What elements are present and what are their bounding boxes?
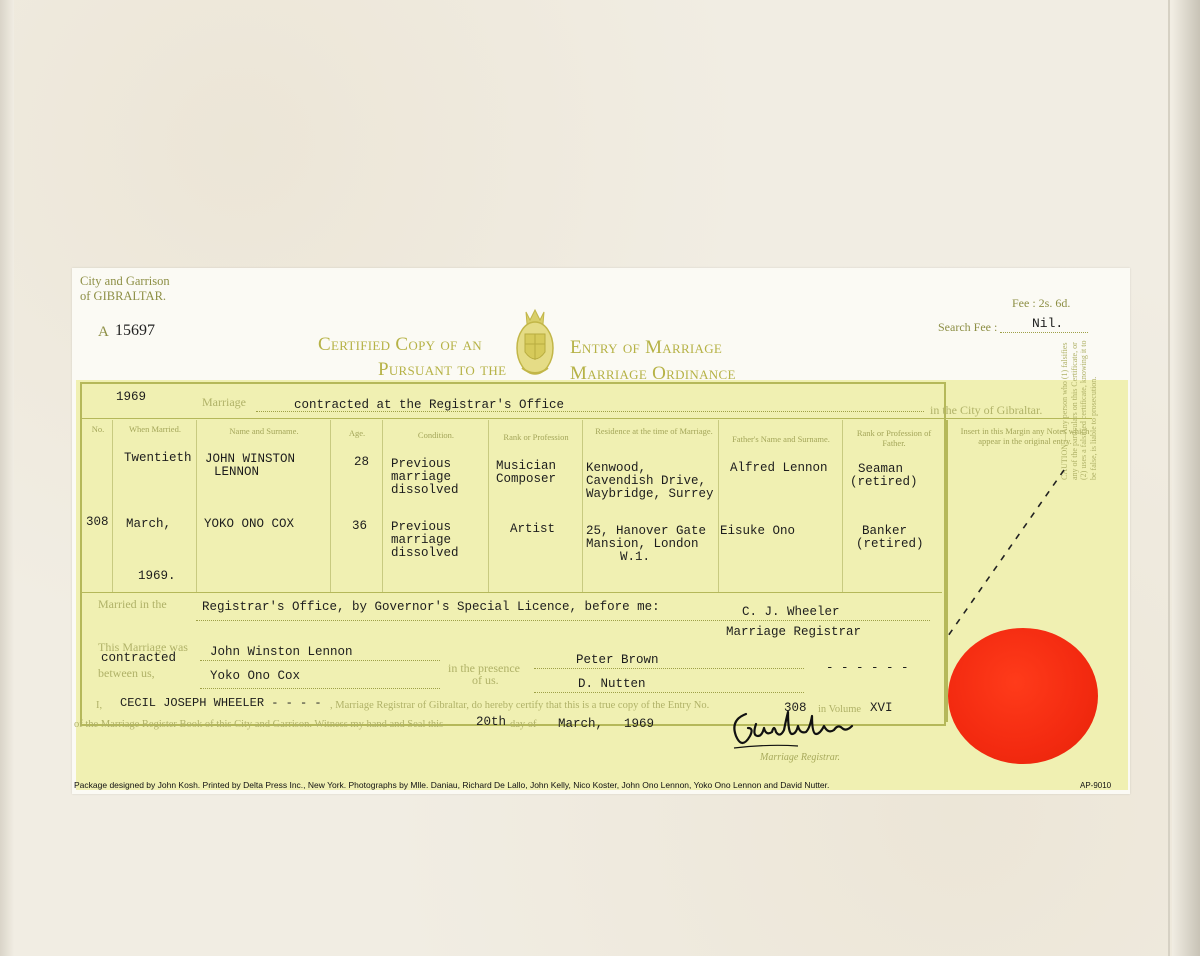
party-1-name: John Winston Lennon bbox=[210, 645, 353, 659]
groom-rank-1: Musician bbox=[496, 459, 557, 473]
bride-father-rank-1: Banker bbox=[862, 524, 908, 538]
column-rule bbox=[196, 420, 197, 592]
witness-1-dotline bbox=[534, 668, 804, 669]
package-credits: Package designed by John Kosh. Printed by Delta Press Inc., New York. Photographs by Mlle. Daniau, Richard De Lallo, John Kelly, Nico Koster, John Ono Lennon, Yoko Ono Lennon and David Nutter. bbox=[74, 780, 830, 790]
bride-rank: Artist bbox=[510, 522, 556, 536]
contracted-at-text: contracted at the Registrar's Office bbox=[294, 398, 565, 412]
sleeve-fold-line bbox=[1168, 0, 1170, 956]
entry-number: 308 bbox=[86, 515, 109, 529]
groom-father-rank-1: Seaman bbox=[858, 462, 904, 476]
blank-dashes: - - - - - - bbox=[826, 661, 909, 675]
witness-2-name: D. Nutten bbox=[578, 677, 646, 691]
margin-note: Insert in this Margin any Notes which appear in the original entry. bbox=[960, 426, 1090, 446]
witness-1-name: Peter Brown bbox=[576, 653, 659, 667]
married-in-dotline bbox=[196, 620, 930, 621]
entries-bottom-rule bbox=[82, 592, 942, 593]
cert-month: March, bbox=[558, 717, 604, 731]
groom-condition-1: Previous bbox=[391, 457, 452, 471]
registrar-signature bbox=[728, 706, 860, 754]
marriage-year: 1969 bbox=[116, 390, 147, 404]
column-rule bbox=[382, 420, 383, 592]
groom-name-line-2: LENNON bbox=[214, 465, 260, 479]
groom-residence-1: Kenwood, bbox=[586, 461, 647, 475]
col-header-rank: Rank or Profession bbox=[503, 432, 569, 442]
col-header-condition: Condition. bbox=[417, 430, 455, 440]
column-rule bbox=[718, 420, 719, 592]
bride-residence-2: Mansion, London bbox=[586, 537, 699, 551]
cert-day-label: day of bbox=[510, 719, 537, 730]
cert-day: 20th bbox=[476, 715, 507, 729]
col-header-when: When Married. bbox=[129, 424, 181, 434]
search-fee-value: Nil. bbox=[1032, 316, 1064, 331]
cert-registrar-name: CECIL JOSEPH WHEELER - - - - bbox=[120, 696, 322, 710]
column-rule bbox=[488, 420, 489, 592]
presence-label-2: of us. bbox=[472, 673, 499, 687]
city-garrison-label bbox=[80, 274, 170, 304]
title-left-line-1: Certified Copy of an bbox=[318, 334, 482, 355]
sleeve-right-edge bbox=[1172, 0, 1200, 956]
groom-father: Alfred Lennon bbox=[730, 461, 828, 475]
cert-text-2: of the Marriage Register Book of this City and Garrison. Witness my hand and Seal this bbox=[74, 719, 444, 730]
cert-volume-label: in Volume bbox=[818, 704, 862, 715]
when-married-day: Twentieth bbox=[124, 451, 192, 465]
presence-label-1: in the presence bbox=[448, 661, 520, 675]
cert-volume: XVI bbox=[870, 701, 893, 715]
this-marriage-label: This Marriage was bbox=[98, 640, 188, 654]
when-married-month: March, bbox=[126, 517, 172, 531]
signature-label: Marriage Registrar. bbox=[760, 752, 840, 763]
cert-prefix: I, bbox=[96, 700, 103, 711]
contracted-value: contracted bbox=[101, 651, 177, 665]
cert-text-1: , Marriage Registrar of Gibraltar, do hereby certify that this is a true copy of the Entry No. bbox=[330, 700, 710, 711]
party-2-name: Yoko Ono Cox bbox=[210, 669, 301, 683]
cert-entry-number: 308 bbox=[784, 701, 807, 715]
serial-number: 15697 bbox=[115, 322, 155, 339]
registrar-title: Marriage Registrar bbox=[726, 625, 862, 639]
bride-father: Eisuke Ono bbox=[720, 524, 796, 538]
groom-father-rank-2: (retired) bbox=[850, 475, 918, 489]
seal-dashed-guide bbox=[944, 460, 1094, 640]
title-right-line-1: Entry of Marriage bbox=[570, 337, 723, 358]
sleeve-left-edge bbox=[0, 0, 14, 956]
groom-condition-3: dissolved bbox=[391, 483, 459, 497]
search-fee-dotline bbox=[1000, 332, 1088, 333]
bride-residence-1: 25, Hanover Gate bbox=[586, 524, 707, 538]
city-of-gibraltar-label: in the City of Gibraltar. bbox=[930, 403, 1043, 417]
bride-residence-3: W.1. bbox=[620, 550, 651, 564]
married-in-label: Married in the bbox=[98, 597, 167, 611]
bride-name: YOKO ONO COX bbox=[204, 517, 295, 531]
groom-residence-3: Waybridge, Surrey bbox=[586, 487, 714, 501]
bride-condition-1: Previous bbox=[391, 520, 452, 534]
column-rule bbox=[112, 420, 113, 592]
caution-text: CAUTION.—Any person who (1) falsifies any of the particulars on this Certificate, or (2) uses a falsified certificate, knowing it to be false, is liable to prosecution. bbox=[1060, 340, 1098, 480]
bride-age: 36 bbox=[352, 519, 368, 533]
red-wax-seal bbox=[948, 628, 1098, 764]
when-married-year: 1969. bbox=[138, 569, 176, 583]
groom-residence-2: Cavendish Drive, bbox=[586, 474, 707, 488]
col-header-name: Name and Surname. bbox=[229, 426, 299, 436]
groom-rank-2: Composer bbox=[496, 472, 557, 486]
column-rule bbox=[842, 420, 843, 592]
header-top-rule bbox=[82, 418, 1092, 419]
city-line-1: City and Garrison bbox=[80, 274, 170, 288]
title-left-line-2: Pursuant to the bbox=[378, 359, 507, 380]
search-fee-label: Search Fee : bbox=[938, 320, 998, 334]
intro-dotline bbox=[256, 411, 924, 412]
city-line-2: of GIBRALTAR. bbox=[80, 289, 167, 303]
col-header-father-rank: Rank or Profession of Father. bbox=[856, 428, 932, 448]
groom-age: 28 bbox=[354, 455, 370, 469]
cert-year: 1969 bbox=[624, 717, 655, 731]
column-rule bbox=[330, 420, 331, 592]
groom-name-line-1: JOHN WINSTON bbox=[205, 452, 296, 466]
col-header-father: Father's Name and Surname. bbox=[732, 434, 830, 444]
bride-father-rank-2: (retired) bbox=[856, 537, 924, 551]
bride-condition-2: marriage bbox=[391, 533, 452, 547]
serial-letter: A bbox=[98, 324, 109, 340]
column-rule bbox=[582, 420, 583, 592]
married-in-text: Registrar's Office, by Governor's Special Licence, before me: bbox=[202, 600, 660, 614]
registrar-name: C. J. Wheeler bbox=[742, 605, 840, 619]
col-header-no: No. bbox=[91, 424, 105, 434]
catalog-code: AP-9010 bbox=[1080, 781, 1112, 790]
party-2-dotline bbox=[200, 688, 440, 689]
royal-crest-icon bbox=[514, 306, 556, 384]
bride-condition-3: dissolved bbox=[391, 546, 459, 560]
marriage-label: Marriage bbox=[202, 395, 246, 409]
title-right-line-2: Marriage Ordinance bbox=[570, 363, 736, 384]
between-us-label: between us, bbox=[98, 666, 155, 680]
party-1-dotline bbox=[200, 660, 440, 661]
col-header-age: Age. bbox=[348, 428, 366, 438]
col-header-residence: Residence at the time of Marriage. bbox=[595, 426, 713, 436]
groom-condition-2: marriage bbox=[391, 470, 452, 484]
fee-label: Fee : 2s. 6d. bbox=[1012, 296, 1071, 310]
witness-2-dotline bbox=[534, 692, 804, 693]
